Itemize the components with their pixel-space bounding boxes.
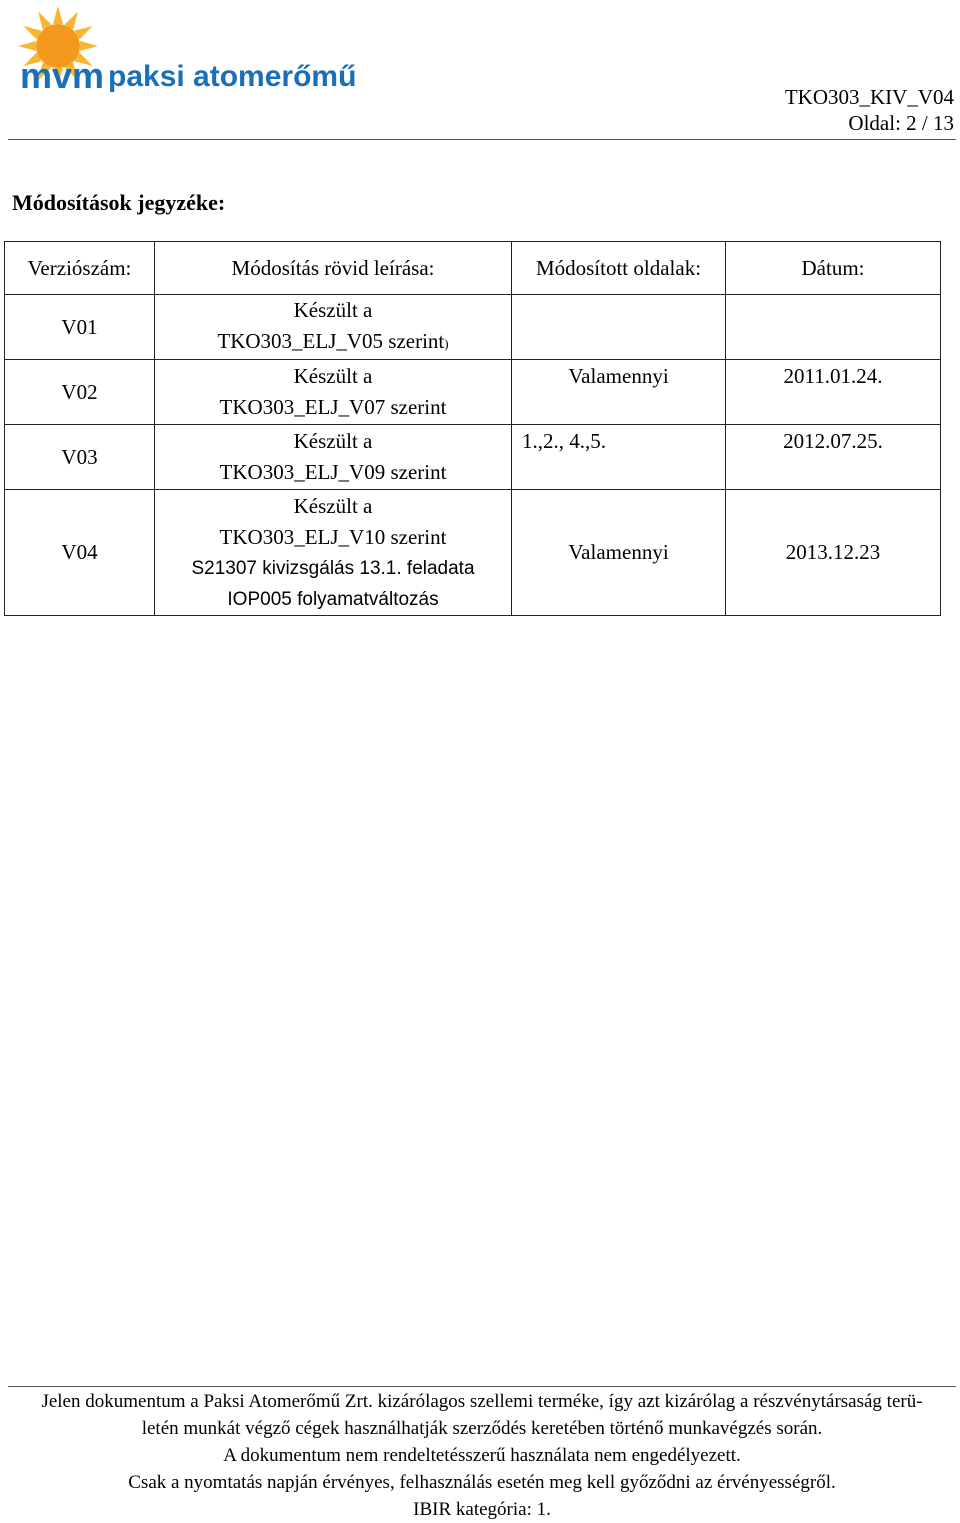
header-divider xyxy=(8,139,956,140)
description-cell xyxy=(155,295,512,360)
description-line xyxy=(155,326,511,359)
pages-cell xyxy=(512,295,726,360)
description-line: Készült a xyxy=(293,493,373,518)
column-header-description: Módosítás rövid leírása: xyxy=(155,242,512,295)
footer-notice xyxy=(8,1388,956,1523)
column-header-version: Verziószám: xyxy=(5,242,155,295)
date-cell xyxy=(726,295,941,360)
date-cell: 2011.01.24. xyxy=(726,360,941,425)
description-cell xyxy=(155,490,512,616)
table-row xyxy=(5,425,941,490)
version-cell: V02 xyxy=(5,360,155,425)
column-header-date: Dátum: xyxy=(726,242,941,295)
table-row xyxy=(5,295,941,360)
footer-line: Csak a nyomtatás napján érvényes, felhasználás esetén meg kell győződni az érvényességről. xyxy=(128,1472,836,1493)
description-line: TKO303_ELJ_V09 szerint xyxy=(219,460,447,484)
description-line: Készült a xyxy=(293,364,373,388)
footer-line: letén munkát végző cégek használhatják szerződés keretében történő munkavégzés során. xyxy=(141,1418,823,1439)
version-cell: V01 xyxy=(5,295,155,360)
pages-cell: 1.,2., 4.,5. xyxy=(512,425,726,490)
logo-text: paksi atomerőmű xyxy=(108,60,357,93)
document-code: TKO303_KIV_V04 xyxy=(784,85,954,109)
description-line: S21307 kivizsgálás 13.1. feladata xyxy=(191,557,475,579)
table-header-row xyxy=(5,242,941,295)
footer-line: A dokumentum nem rendeltetésszerű használata nem engedélyezett. xyxy=(223,1445,741,1466)
version-cell: V03 xyxy=(5,425,155,490)
pages-cell: Valamennyi xyxy=(512,360,726,425)
column-header-pages: Módosított oldalak: xyxy=(512,242,726,295)
revision-table xyxy=(4,241,941,616)
page-indicator: Oldal: 2 / 13 xyxy=(848,111,954,135)
company-logo xyxy=(10,4,370,99)
description-cell xyxy=(155,425,512,490)
footer-divider xyxy=(8,1386,956,1387)
description-line: TKO303_ELJ_V07 szerint xyxy=(219,395,447,419)
footer-line: Jelen dokumentum a Paksi Atomerőmű Zrt. kizárólagos szellemi terméke, így azt kizárólag a részvénytársaság terü- xyxy=(41,1391,923,1412)
date-cell: 2013.12.23 xyxy=(726,490,941,616)
footer-category: IBIR kategória: 1. xyxy=(413,1499,551,1520)
description-line: Készült a xyxy=(293,298,373,322)
version-cell: V04 xyxy=(5,490,155,616)
description-text: TKO303_ELJ_V05 szerint xyxy=(217,329,445,353)
date-cell: 2012.07.25. xyxy=(726,425,941,490)
document-id-block xyxy=(785,84,954,136)
description-suffix: ) xyxy=(444,336,449,351)
description-line: TKO303_ELJ_V10 szerint xyxy=(219,524,447,549)
pages-cell: Valamennyi xyxy=(512,490,726,616)
section-title: Módosítások jegyzéke: xyxy=(12,190,226,215)
description-cell xyxy=(155,360,512,425)
sun-logo-icon xyxy=(10,4,370,99)
description-line: Készült a xyxy=(293,429,373,453)
logo-mark: mvm xyxy=(20,55,105,96)
table-row xyxy=(5,490,941,616)
description-line: IOP005 folyamatváltozás xyxy=(227,588,439,610)
table-row xyxy=(5,360,941,425)
